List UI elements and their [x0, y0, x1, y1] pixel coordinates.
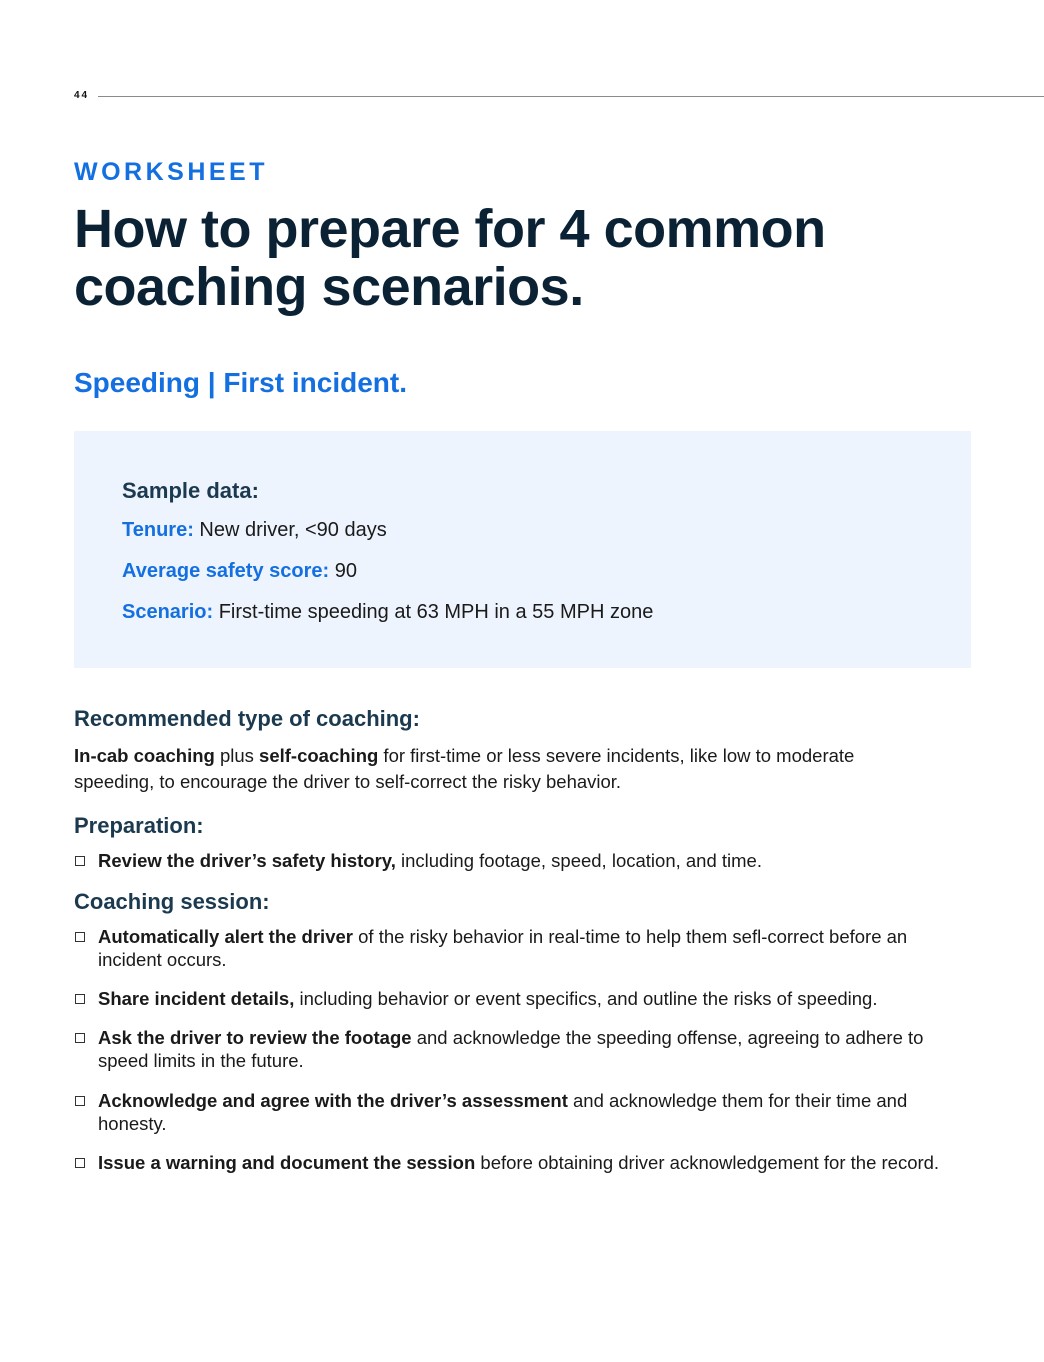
page-title: How to prepare for 4 common coaching scenarios. — [74, 199, 826, 317]
row-value: 90 — [329, 560, 357, 582]
preparation-heading: Preparation: — [74, 813, 204, 838]
checkbox-icon[interactable] — [75, 1033, 85, 1043]
bold-text: In-cab coaching — [74, 745, 215, 766]
bold-text: Share incident details, — [98, 988, 295, 1009]
sample-data-heading: Sample data: — [122, 478, 259, 503]
checklist-item — [74, 1151, 948, 1174]
checklist-item — [74, 849, 948, 872]
checkbox-icon[interactable] — [75, 1096, 85, 1106]
bold-text: Acknowledge and agree with the driver’s assessment — [98, 1090, 568, 1111]
text: including footage, speed, location, and time. — [395, 850, 762, 871]
checklist-item — [74, 925, 948, 971]
header-rule — [98, 96, 1044, 97]
bold-text: Automatically alert the driver — [98, 926, 353, 947]
bold-text: Review the driver’s safety history, — [98, 850, 396, 871]
scenario-subtitle: Speeding | First incident. — [74, 367, 407, 398]
sample-row-scenario — [122, 601, 653, 624]
text: and acknowledge the speeding offense, agreeing to adhere to speed limits in the future. — [98, 1027, 924, 1071]
row-value: New driver, <90 days — [193, 519, 387, 541]
recommended-heading: Recommended type of coaching: — [74, 706, 420, 731]
checklist-item — [74, 987, 948, 1010]
row-label: Average safety score: — [122, 560, 330, 582]
kicker: WORKSHEET — [74, 158, 268, 186]
row-value: First-time speeding at 63 MPH in a 55 MPH zone — [213, 601, 654, 623]
checkbox-icon[interactable] — [75, 994, 85, 1004]
sample-row-score — [122, 560, 357, 583]
sample-row-tenure — [122, 519, 387, 542]
checklist-item — [74, 1026, 948, 1072]
text: of the risky behavior in real-time to help them sefl-correct before an incident occurs. — [98, 926, 908, 970]
sample-data-box — [74, 431, 971, 668]
text: before obtaining driver acknowledgement for the record. — [475, 1152, 940, 1173]
checkbox-icon[interactable] — [75, 932, 85, 942]
text: and acknowledge them for their time and honesty. — [98, 1090, 908, 1134]
checkbox-icon[interactable] — [75, 856, 85, 866]
text: plus — [214, 745, 260, 766]
session-heading: Coaching session: — [74, 889, 270, 914]
bold-text: Ask the driver to review the footage — [98, 1027, 412, 1048]
checklist-item — [74, 1089, 948, 1135]
text: for first-time or less severe incidents, like low to moderate speeding, to encourage the driver to self-correct the risky behavior. — [74, 745, 855, 792]
page-number: 44 — [74, 90, 90, 101]
row-label: Scenario: — [122, 601, 214, 623]
text: including behavior or event specifics, and outline the risks of speeding. — [294, 988, 878, 1009]
row-label: Tenure: — [122, 519, 194, 541]
bold-text: self-coaching — [259, 745, 379, 766]
bold-text: Issue a warning and document the session — [98, 1152, 476, 1173]
checkbox-icon[interactable] — [75, 1158, 85, 1168]
recommended-text — [74, 743, 934, 795]
